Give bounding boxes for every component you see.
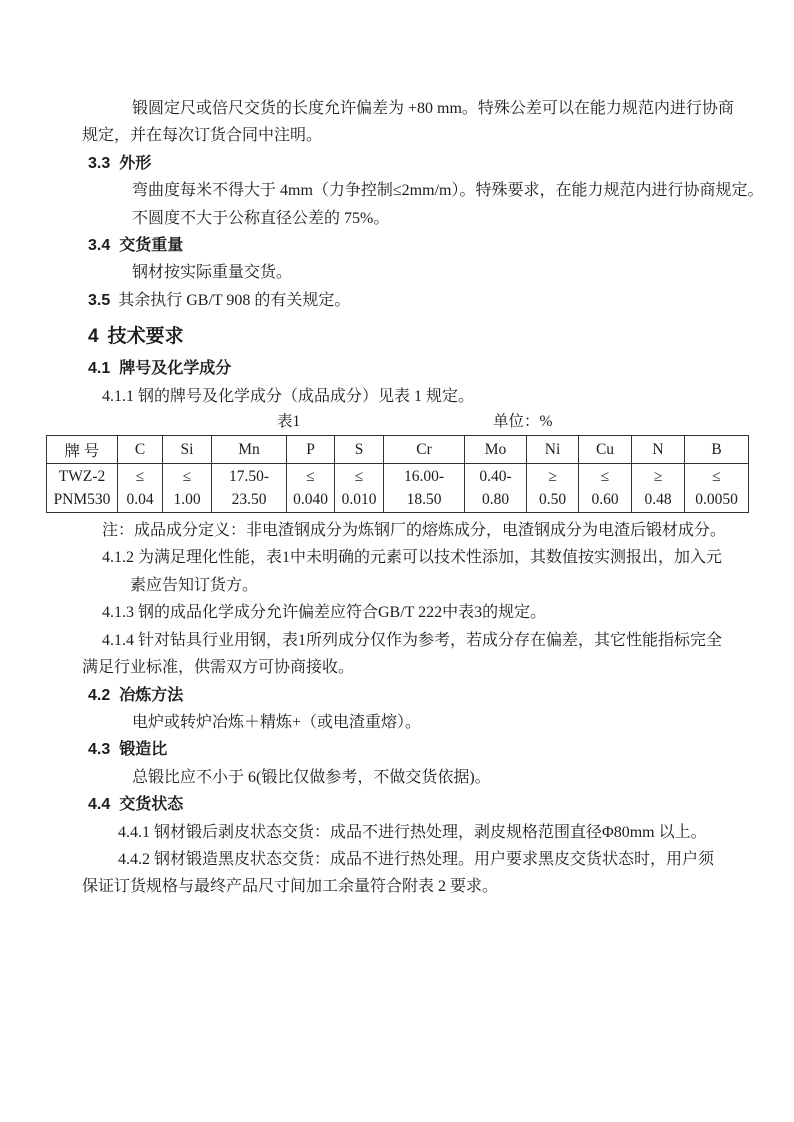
table1-block: [46, 410, 748, 513]
paragraph-line: 钢材按实际重量交货。: [132, 264, 293, 282]
heading-4-4: [82, 791, 745, 818]
col-header-si: Si: [163, 436, 212, 464]
heading-number: 4.4: [88, 796, 111, 814]
table-note: 注：成品成分定义：非电渣钢成分为炼钢厂的熔炼成分，电渣钢成分为电渣后锻材成分。: [102, 522, 727, 540]
cell-value: PNM530: [53, 491, 111, 509]
paragraph-line: 不圆度不大于公称直径公差的 75%。: [132, 209, 390, 227]
paragraph-line: 总锻比应不小于 6(锻比仅做参考，不做交货依据)。: [132, 768, 491, 786]
table-cell-c: [118, 464, 163, 513]
table-cell-n: [632, 464, 685, 513]
cell-value: 0.04: [126, 491, 154, 509]
cell-value: 17.50-: [228, 468, 270, 486]
clause-4-4-1: 4.4.1 钢材锻后剥皮状态交货：成品不进行热处理，剥皮规格范围直径Φ80mm 以上。: [118, 823, 707, 841]
heading-number: 4: [88, 326, 99, 348]
heading-number: 4.3: [88, 741, 111, 759]
clause-4-1-2-line: 4.1.2 为满足理化性能，表1中未明确的元素可以技术性添加，其数值按实测报出，加入元: [102, 549, 723, 567]
col-header-ni: Ni: [527, 436, 579, 464]
clause-4-1-2-line: 素应告知订货方。: [130, 576, 259, 594]
paragraph-line: 电炉或转炉冶炼＋精炼+（或电渣重熔）。: [132, 713, 422, 731]
col-header-n: N: [632, 436, 685, 464]
heading-title: 技术要求: [107, 326, 184, 348]
table1-data-row: [47, 464, 749, 513]
heading-3-3: [82, 150, 745, 177]
cell-value: ≤: [354, 468, 364, 486]
cell-value: ≤: [306, 468, 315, 486]
table1: [46, 435, 749, 513]
cell-value: 0.40-: [479, 468, 512, 486]
clause-3-5: [82, 287, 745, 314]
clause-4-1-4-line: 满足行业标准，供需双方可协商接收。: [82, 659, 355, 677]
col-header-mn: Mn: [212, 436, 287, 464]
cell-value: ≤: [135, 468, 145, 486]
table-cell-ni: [527, 464, 579, 513]
heading-4-1: [82, 355, 745, 382]
table-cell-s: [335, 464, 384, 513]
heading-number: 3.3: [88, 154, 111, 172]
cell-value: 18.50: [406, 491, 442, 509]
col-header-p: P: [287, 436, 335, 464]
heading-title: 牌号及化学成分: [119, 360, 232, 378]
cell-value: 0.60: [591, 491, 619, 509]
col-header-grade: 牌 号: [47, 436, 118, 464]
heading-title: 交货重量: [119, 237, 184, 255]
heading-number: 4.1: [88, 360, 111, 378]
heading-title: 外形: [119, 154, 152, 172]
paragraph-line: 弯曲度每米不得大于 4mm（力争控制≤2mm/m）。特殊要求，在能力规范内进行协商规定。: [132, 182, 764, 200]
col-header-mo: Mo: [465, 436, 527, 464]
table-cell-b: [685, 464, 749, 513]
heading-4-3: [82, 736, 745, 763]
table1-header-row: [47, 436, 749, 464]
heading-title: 锻造比: [119, 741, 168, 759]
table-cell-grade: [47, 464, 118, 513]
cell-value: 0.48: [644, 491, 672, 509]
clause-4-4-2-line: 4.4.2 钢材锻造黑皮状态交货：成品不进行热处理。用户要求黑皮交货状态时，用户须: [118, 850, 715, 868]
heading-title: 交货状态: [119, 796, 184, 814]
cell-value: 23.50: [231, 491, 267, 509]
clause-4-4-2-line: 保证订货规格与最终产品尺寸间加工余量符合附表 2 要求。: [82, 878, 499, 896]
cell-value: 0.50: [538, 491, 567, 509]
heading-number: 4.2: [88, 686, 111, 704]
table1-unit-label: 单位：%: [493, 413, 553, 431]
clause-4-1-1: 4.1.1 钢的牌号及化学成分（成品成分）见表 1 规定。: [102, 387, 475, 405]
cell-value: 16.00-: [403, 468, 445, 486]
col-header-cu: Cu: [579, 436, 632, 464]
col-header-s: S: [335, 436, 384, 464]
heading-4-2: [82, 682, 745, 709]
col-header-b: B: [685, 436, 749, 464]
heading-4: [82, 314, 745, 355]
table-cell-cr: [384, 464, 465, 513]
paragraph-line: 锻圆定尺或倍尺交货的长度允许偏差为 +80 mm。特殊公差可以在能力规范内进行协商: [132, 100, 734, 117]
cell-value: ≤: [600, 468, 610, 486]
col-header-c: C: [118, 436, 163, 464]
cell-value: 0.0050: [695, 491, 738, 509]
table-cell-cu: [579, 464, 632, 513]
cell-value: 0.80: [481, 491, 510, 509]
table-cell-p: [287, 464, 335, 513]
table1-caption: 表1: [277, 413, 301, 431]
cell-value: 1.00: [173, 491, 201, 509]
clause-4-1-4-line: 4.1.4 针对钻具行业用钢，表1所列成分仅作为参考，若成分存在偏差，其它性能指标完全: [102, 631, 723, 649]
table-cell-mn: [212, 464, 287, 513]
cell-value: ≤: [182, 468, 192, 486]
clause-text: 其余执行 GB/T 908 的有关规定。: [118, 291, 351, 309]
cell-value: TWZ-2: [58, 468, 106, 486]
cell-value: 0.010: [341, 491, 377, 509]
cell-value: 0.040: [293, 491, 328, 509]
heading-title: 冶炼方法: [119, 686, 184, 704]
heading-3-4: [82, 232, 745, 259]
col-header-cr: Cr: [384, 436, 465, 464]
cell-value: ≥: [548, 468, 557, 486]
table-cell-mo: [465, 464, 527, 513]
table1-caption-row: [46, 410, 748, 433]
cell-value: ≥: [653, 468, 663, 486]
table-cell-si: [163, 464, 212, 513]
cell-value: ≤: [712, 468, 721, 486]
clause-number: 3.5: [88, 291, 111, 309]
paragraph-line: 规定，并在每次订货合同中注明。: [82, 127, 323, 145]
clause-4-1-3: 4.1.3 钢的成品化学成分允许偏差应符合GB/T 222中表3的规定。: [102, 604, 547, 622]
heading-number: 3.4: [88, 237, 111, 255]
